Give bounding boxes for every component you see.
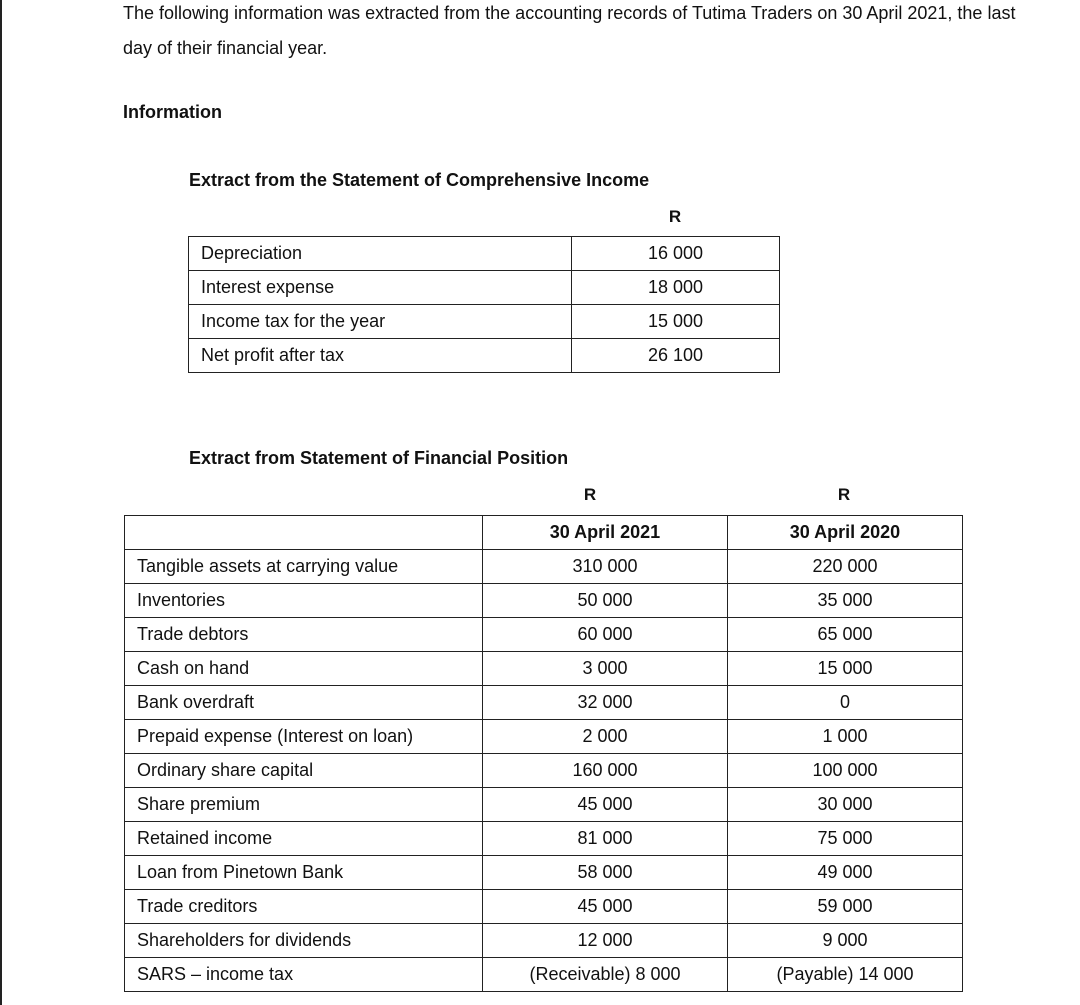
row-amount: 26 100: [572, 339, 780, 373]
amount-2020: 35 000: [728, 584, 963, 618]
amount-2021: 45 000: [483, 788, 728, 822]
amount-2020: 30 000: [728, 788, 963, 822]
amount-2021: 3 000: [483, 652, 728, 686]
comprehensive-income-heading: Extract from the Statement of Comprehensive Income: [189, 170, 650, 190]
amount-2021: 2 000: [483, 720, 728, 754]
table-row: [125, 618, 963, 652]
column-header-2020: 30 April 2020: [728, 516, 963, 550]
row-label: Ordinary share capital: [125, 754, 483, 788]
table-row: [125, 822, 963, 856]
table-row: [125, 686, 963, 720]
financial-position-heading: Extract from Statement of Financial Position: [189, 448, 569, 468]
amount-2021: 60 000: [483, 618, 728, 652]
table-row: [189, 271, 780, 305]
table-row: [125, 754, 963, 788]
page-left-border: [0, 0, 2, 1005]
amount-2021: 310 000: [483, 550, 728, 584]
row-amount: 18 000: [572, 271, 780, 305]
row-label: Bank overdraft: [125, 686, 483, 720]
row-label: SARS – income tax: [125, 958, 483, 992]
amount-2020: 1 000: [728, 720, 963, 754]
amount-2020: 15 000: [728, 652, 963, 686]
row-label: Retained income: [125, 822, 483, 856]
table-row: [125, 584, 963, 618]
amount-2020: 75 000: [728, 822, 963, 856]
amount-2021: 58 000: [483, 856, 728, 890]
table-row: [125, 550, 963, 584]
row-label: Prepaid expense (Interest on loan): [125, 720, 483, 754]
row-amount: 15 000: [572, 305, 780, 339]
amount-2020: 49 000: [728, 856, 963, 890]
row-label: Income tax for the year: [189, 305, 572, 339]
amount-2020: 0: [728, 686, 963, 720]
row-label: Tangible assets at carrying value: [125, 550, 483, 584]
column-header-2021: 30 April 2021: [483, 516, 728, 550]
table-row: [125, 924, 963, 958]
amount-2021: 81 000: [483, 822, 728, 856]
table-row: [125, 720, 963, 754]
amount-2020: 65 000: [728, 618, 963, 652]
sfp-currency-2020: R: [837, 485, 851, 504]
table-row: [125, 652, 963, 686]
comprehensive-income-table: [188, 236, 780, 373]
header-blank-cell: [125, 516, 483, 550]
row-label: Trade creditors: [125, 890, 483, 924]
table-row: [125, 890, 963, 924]
amount-2020: 9 000: [728, 924, 963, 958]
amount-2020: 59 000: [728, 890, 963, 924]
table-row: [189, 237, 780, 271]
sfp-currency-2021: R: [583, 485, 597, 504]
amount-2021: 160 000: [483, 754, 728, 788]
table-row: [125, 856, 963, 890]
row-label: Loan from Pinetown Bank: [125, 856, 483, 890]
amount-2020: 100 000: [728, 754, 963, 788]
financial-position-table: [124, 515, 963, 992]
row-label: Cash on hand: [125, 652, 483, 686]
row-label: Trade debtors: [125, 618, 483, 652]
information-heading: Information: [123, 102, 222, 122]
amount-2021: 32 000: [483, 686, 728, 720]
amount-2021: (Receivable) 8 000: [483, 958, 728, 992]
row-label: Interest expense: [189, 271, 572, 305]
table-row: [125, 788, 963, 822]
amount-2020: (Payable) 14 000: [728, 958, 963, 992]
row-amount: 16 000: [572, 237, 780, 271]
row-label: Inventories: [125, 584, 483, 618]
row-label: Share premium: [125, 788, 483, 822]
intro-paragraph: The following information was extracted from the accounting records of Tutima Traders on 30 April 2021, the last day of their financial year.: [123, 3, 1016, 58]
amount-2021: 50 000: [483, 584, 728, 618]
table-header-row: [125, 516, 963, 550]
table-row: [125, 958, 963, 992]
row-label: Depreciation: [189, 237, 572, 271]
row-label: Net profit after tax: [189, 339, 572, 373]
sci-currency-label: R: [668, 207, 682, 226]
amount-2021: 45 000: [483, 890, 728, 924]
amount-2020: 220 000: [728, 550, 963, 584]
row-label: Shareholders for dividends: [125, 924, 483, 958]
table-row: [189, 339, 780, 373]
table-row: [189, 305, 780, 339]
amount-2021: 12 000: [483, 924, 728, 958]
